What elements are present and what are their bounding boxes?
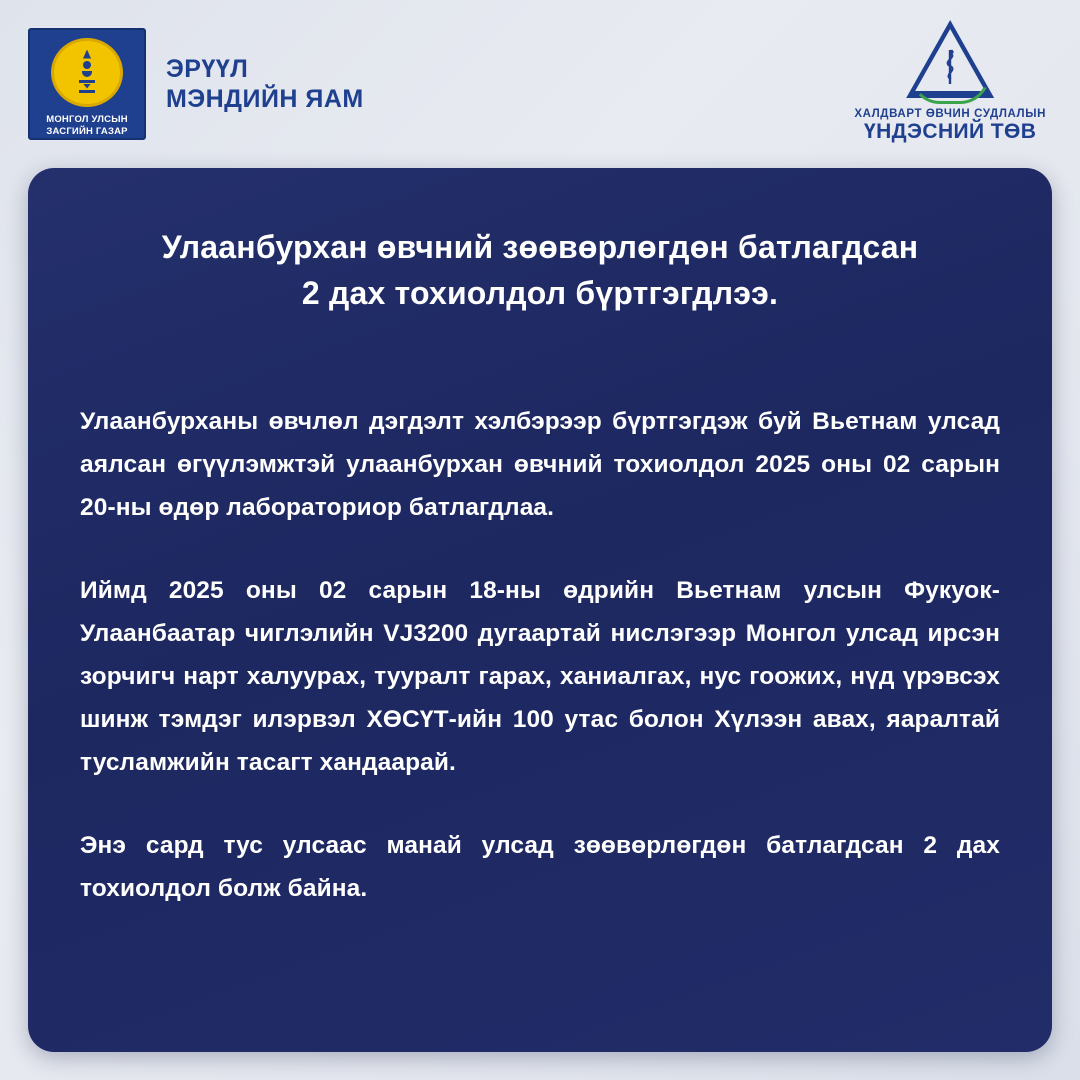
nccd-green-arc — [910, 74, 990, 104]
header — [0, 0, 1080, 168]
paragraph: Иймд 2025 оны 02 сарын 18-ны өдрийн Вьетнам улсын Фукуок-Улаанбаатар чиглэлийн VJ3200 дугаартай нислэгээр Монгол улсад ирсэн зорчигч нарт халуурах, тууралт гарах, ханиалгах, нус гоожих, нүд үрэвсэх шинж тэмдэг илэрвэл ХӨСҮТ-ийн 100 утас болон Хүлээн авах, яаралтай тусламжийн тасагт хандаарай. — [80, 577, 1000, 776]
card-title — [110, 224, 970, 316]
emblem-circle — [51, 38, 123, 107]
paragraph: Улаанбурханы өвчлөл дэгдэлт хэлбэрээр бүртгэгдэж буй Вьетнам улсад аялсан өгүүлэмжтэй улаанбурхан өвчний тохиолдол 2025 оны 02 сарын 20-ны өдөр лабораториор батлагдлаа. — [80, 408, 1000, 521]
nccd-title: ҮНДЭСНИЙ ТӨВ — [864, 120, 1037, 143]
emblem-caption-line2: ЗАСГИЙН ГАЗАР — [46, 126, 128, 137]
mongolia-state-emblem-icon — [28, 28, 146, 140]
emblem-caption — [46, 114, 128, 138]
ministry-title-line2: МЭНДИЙН ЯАМ — [166, 85, 364, 113]
nccd-branding — [854, 20, 1046, 144]
announcement-card — [28, 168, 1052, 1052]
emblem-caption-line1: МОНГОЛ УЛСЫН — [46, 114, 128, 125]
card-title-line2: 2 дах тохиолдол бүртгэгдлээ. — [301, 275, 779, 311]
paragraph: Энэ сард тус улсаас манай улсад зөөвөрлөгдөн батлагдсан 2 дах тохиолдол болж байна. — [80, 832, 1000, 902]
ministry-title — [166, 54, 364, 114]
ministry-of-health-branding — [28, 28, 364, 140]
soyombo-icon — [79, 50, 95, 96]
card-body — [80, 400, 1000, 910]
ministry-title-line1: ЭРҮҮЛ — [166, 55, 249, 83]
nccd-subtitle: ХАЛДВАРТ ӨВЧИН СУДЛАЛЫН — [854, 108, 1046, 120]
card-title-line1: Улаанбурхан өвчний зөөвөрлөгдөн батлагдсан — [161, 229, 919, 265]
nccd-logo-icon — [906, 20, 994, 98]
